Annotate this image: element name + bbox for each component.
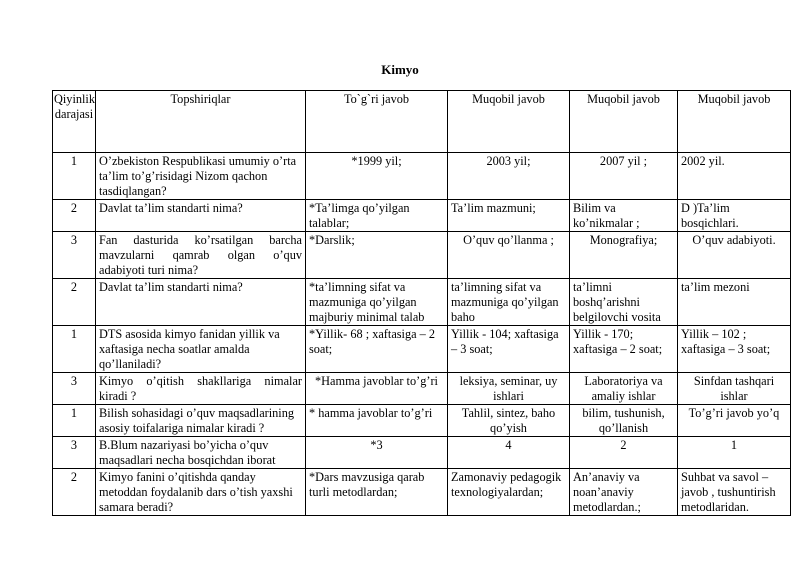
header-correct: To`g`ri javob: [306, 91, 448, 153]
table-row: [53, 405, 791, 437]
page-title: Kimyo: [381, 62, 419, 77]
cell-task: Davlat ta’lim standarti nima?: [96, 279, 306, 326]
cell-alt-2: bilim, tushunish, qo’llanish: [570, 405, 678, 437]
header-level: Qiyinlik darajasi: [53, 91, 96, 153]
table-row: [53, 437, 791, 469]
cell-alt-3: ta’lim mezoni: [678, 279, 791, 326]
cell-alt-1: Yillik - 104; xaftasiga – 3 soat;: [448, 326, 570, 373]
table-row: [53, 279, 791, 326]
cell-task: DTS asosida kimyo fanidan yillik va xaftasiga necha soatlar amalda qo’llaniladi?: [96, 326, 306, 373]
cell-alt-3: To’g’ri javob yo’q: [678, 405, 791, 437]
cell-level: 2: [53, 469, 96, 516]
cell-task: Bilish sohasidagi o’quv maqsadlarining asosiy toifalariga nimalar kiradi ?: [96, 405, 306, 437]
cell-alt-3: O’quv adabiyoti.: [678, 232, 791, 279]
cell-task: Fan dasturida ko’rsatilgan barcha mavzularni qamrab olgan o’quv adabiyoti turi nima?: [96, 232, 306, 279]
header-alt-1: Muqobil javob: [448, 91, 570, 153]
cell-correct: *1999 yil;: [306, 153, 448, 200]
table-header-row: [53, 91, 791, 153]
cell-alt-2: 2007 yil ;: [570, 153, 678, 200]
cell-level: 3: [53, 232, 96, 279]
cell-correct: *Hamma javoblar to’g’ri: [306, 373, 448, 405]
table-row: [53, 232, 791, 279]
cell-correct: * hamma javoblar to’g’ri: [306, 405, 448, 437]
cell-alt-1: Tahlil, sintez, baho qo’yish: [448, 405, 570, 437]
cell-alt-3: Yillik – 102 ; xaftasiga – 3 soat;: [678, 326, 791, 373]
cell-alt-3: Sinfdan tashqari ishlar: [678, 373, 791, 405]
cell-alt-2: 2: [570, 437, 678, 469]
cell-level: 1: [53, 326, 96, 373]
cell-alt-3: 2002 yil.: [678, 153, 791, 200]
cell-task: B.Blum nazariyasi bo’yicha o’quv maqsadlari necha bosqichdan iborat: [96, 437, 306, 469]
quiz-table: [52, 90, 791, 516]
cell-correct: *Ta’limga qo’yilgan talablar;: [306, 200, 448, 232]
header-alt-3: Muqobil javob: [678, 91, 791, 153]
cell-alt-2: Monografiya;: [570, 232, 678, 279]
cell-level: 3: [53, 373, 96, 405]
cell-level: 2: [53, 200, 96, 232]
cell-task: Davlat ta’lim standarti nima?: [96, 200, 306, 232]
cell-alt-2: An’anaviy va noan’anaviy metodlardan.;: [570, 469, 678, 516]
cell-level: 3: [53, 437, 96, 469]
cell-alt-1: 2003 yil;: [448, 153, 570, 200]
cell-alt-1: Ta’lim mazmuni;: [448, 200, 570, 232]
table-row: [53, 200, 791, 232]
cell-alt-1: 4: [448, 437, 570, 469]
cell-level: 1: [53, 405, 96, 437]
header-alt-2: Muqobil javob: [570, 91, 678, 153]
cell-alt-2: Yillik - 170; xaftasiga – 2 soat;: [570, 326, 678, 373]
table-row: [53, 326, 791, 373]
cell-alt-3: 1: [678, 437, 791, 469]
cell-alt-3: Suhbat va savol – javob , tushuntirish metodlaridan.: [678, 469, 791, 516]
cell-level: 1: [53, 153, 96, 200]
cell-alt-2: Laboratoriya va amaliy ishlar: [570, 373, 678, 405]
cell-correct: *3: [306, 437, 448, 469]
cell-correct: *Yillik- 68 ; xaftasiga – 2 soat;: [306, 326, 448, 373]
table-row: [53, 373, 791, 405]
header-task: Topshiriqlar: [96, 91, 306, 153]
table-row: [53, 469, 791, 516]
cell-task: Kimyo fanini o’qitishda qanday metoddan foydalanib dars o’tish yaxshi samara beradi?: [96, 469, 306, 516]
cell-alt-1: O’quv qo’llanma ;: [448, 232, 570, 279]
table-row: [53, 153, 791, 200]
cell-alt-1: ta’limning sifat va mazmuniga qo’yilgan baho: [448, 279, 570, 326]
cell-alt-3: D )Ta’lim bosqichlari.: [678, 200, 791, 232]
cell-alt-1: leksiya, seminar, uy ishlari: [448, 373, 570, 405]
cell-alt-1: Zamonaviy pedagogik texnologiyalardan;: [448, 469, 570, 516]
cell-task: Kimyo o’qitish shakllariga nimalar kiradi ?: [96, 373, 306, 405]
cell-level: 2: [53, 279, 96, 326]
cell-alt-2: ta’limni boshq’arishni belgilovchi vosita: [570, 279, 678, 326]
cell-correct: *ta’limning sifat va mazmuniga qo’yilgan majburiy minimal talab: [306, 279, 448, 326]
cell-correct: *Dars mavzusiga qarab turli metodlardan;: [306, 469, 448, 516]
cell-task: O’zbekiston Respublikasi umumiy o’rta ta’lim to’g’risidagi Nizom qachon tasdiqlangan?: [96, 153, 306, 200]
cell-alt-2: Bilim va ko’nikmalar ;: [570, 200, 678, 232]
cell-correct: *Darslik;: [306, 232, 448, 279]
